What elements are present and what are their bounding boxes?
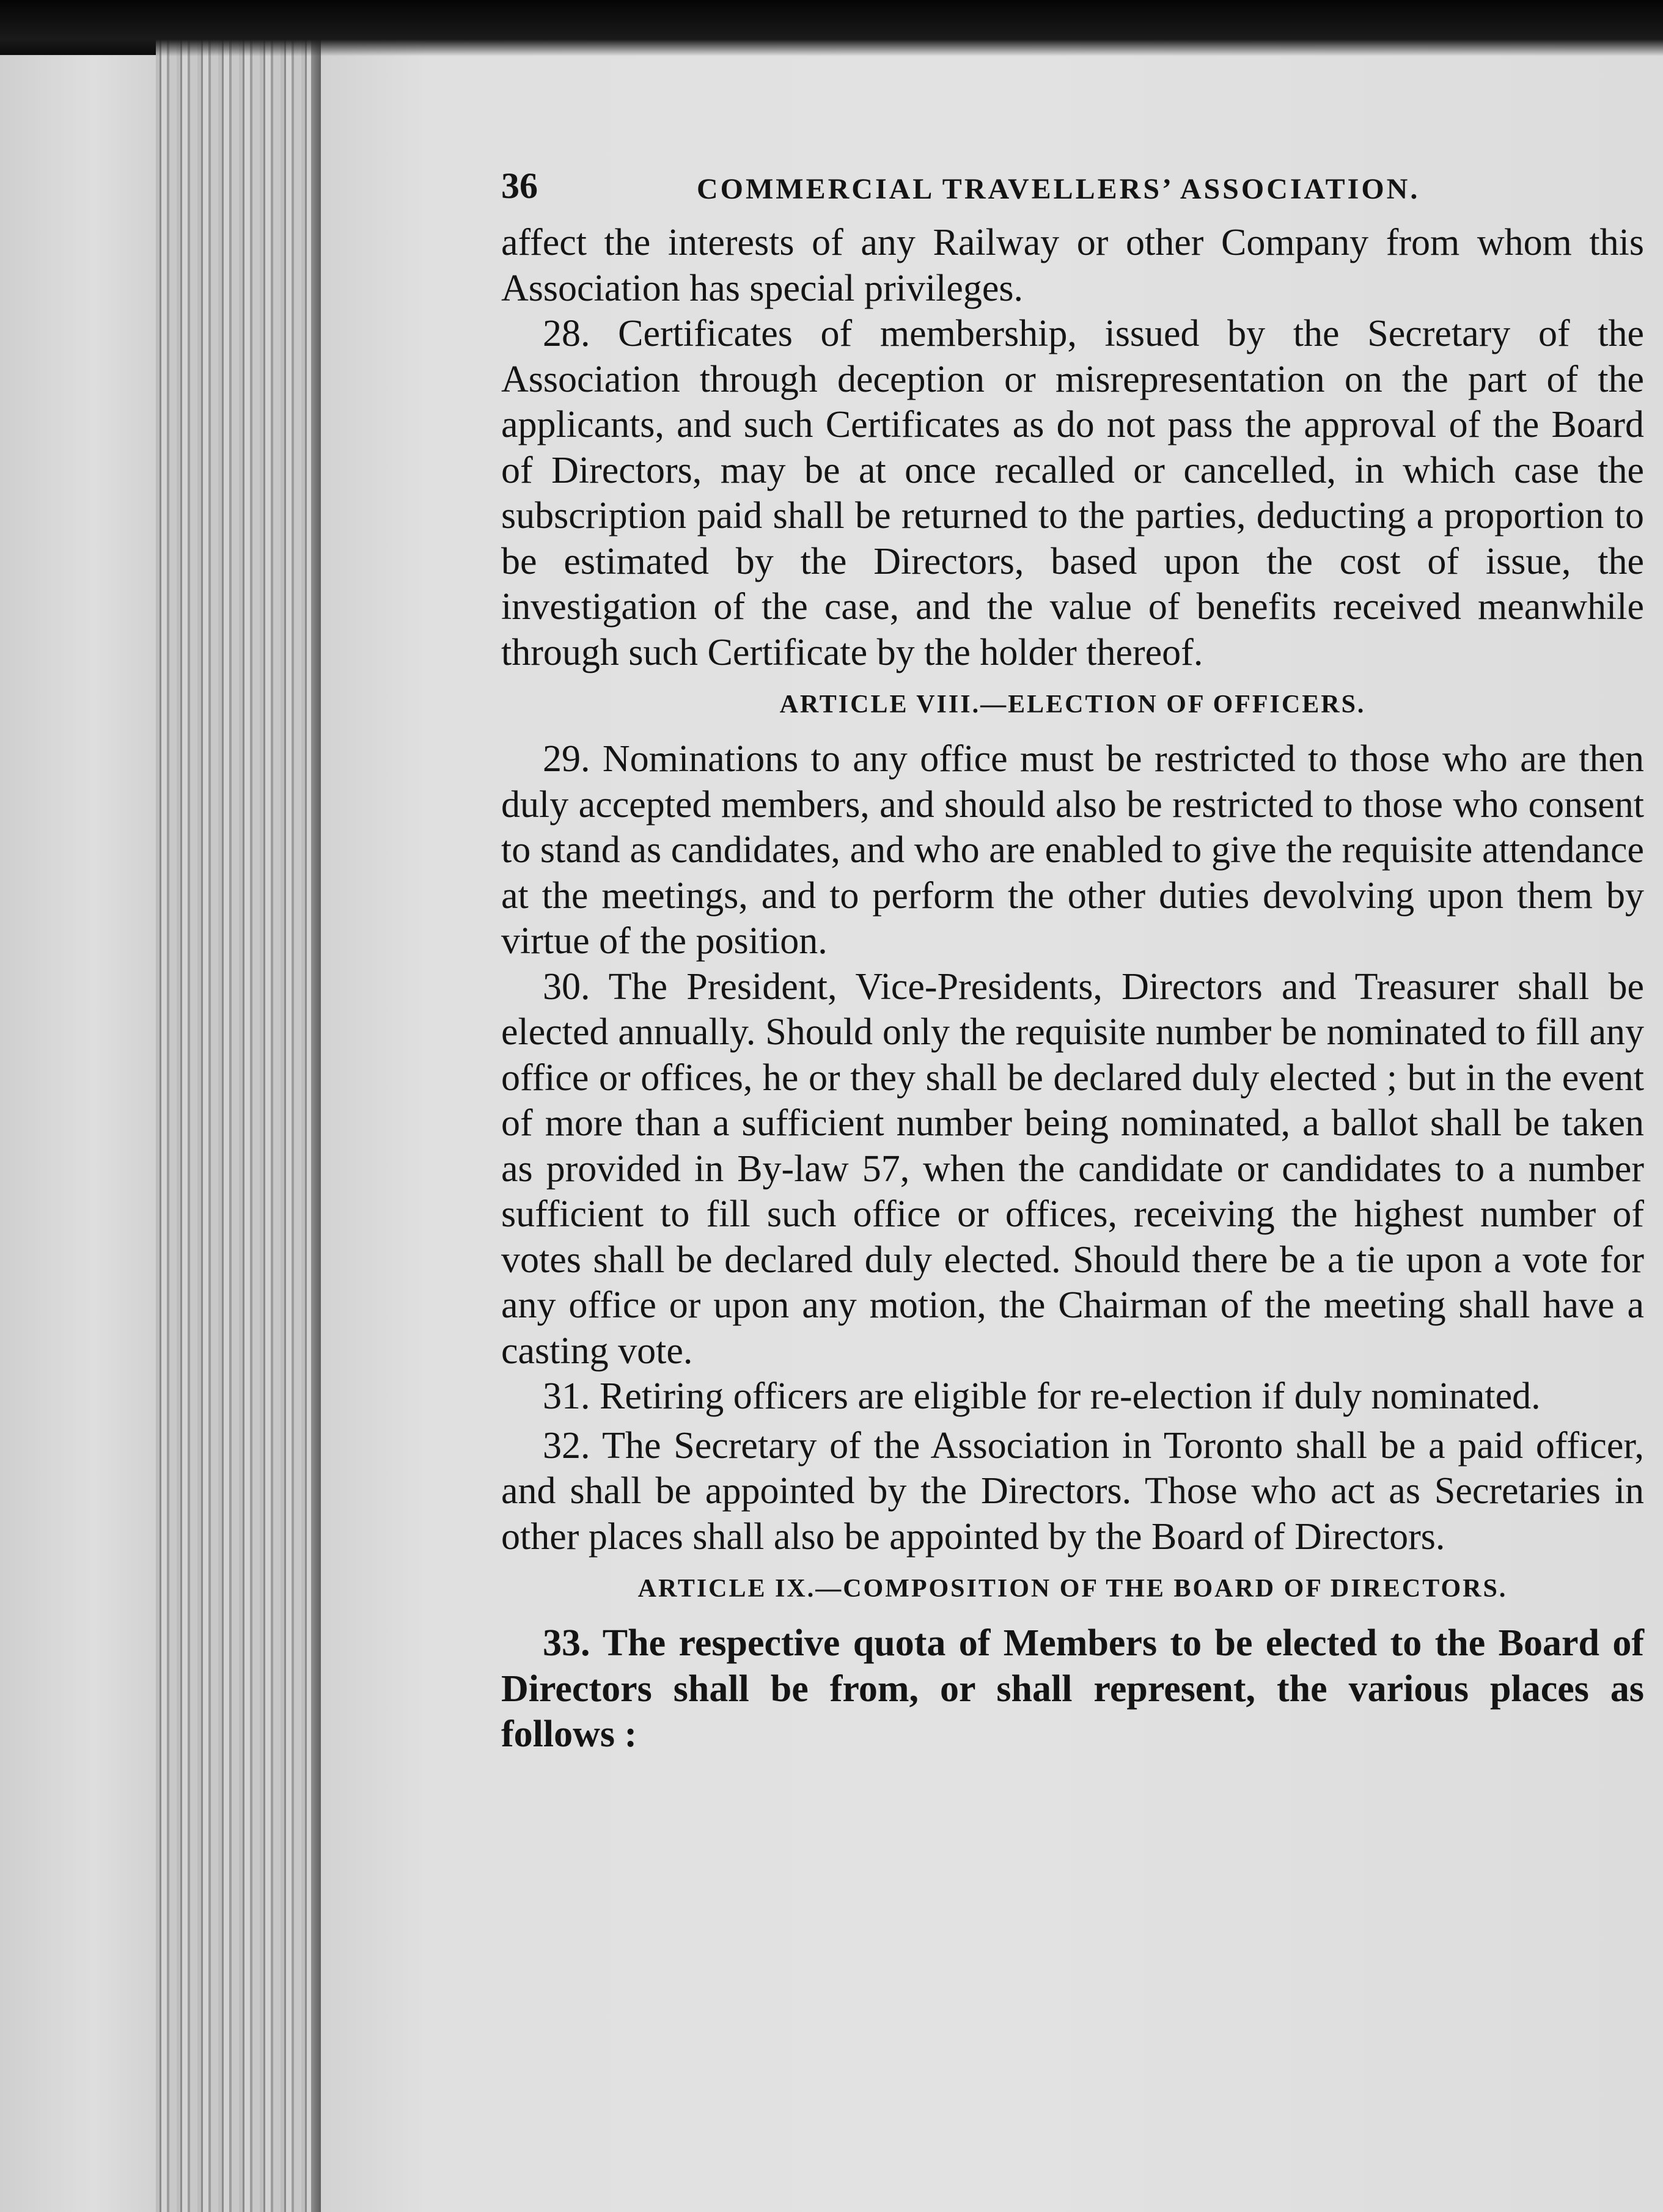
section-32: 32. The Secretary of the Association in Toronto shall be a paid officer, and shall be appointed by the Directors. Those who act as Secretaries in other places shall also be appointed by the Board of Directors. — [501, 1424, 1644, 1558]
book-page-edges — [156, 0, 321, 2212]
page-number: 36 — [501, 166, 538, 206]
running-head — [501, 165, 1644, 220]
section-30: 30. The President, Vice-Presidents, Directors and Treasurer shall be elected annually. Should only the requisite number be nominated to fill any office or offices, he or they shall be declared duly elected ; but in the event of more than a sufficient number being nominated, a ballot shall be taken as provided in By-law 57, when the candidate or candidates to a number sufficient to fill such office or offices, receiving the highest number of votes shall be declared duly elected. Should there be a tie upon a vote for any office or upon any motion, the Chairman of the meeting shall have a casting vote. — [501, 965, 1644, 1372]
section-31: 31. Retiring officers are eligible for re-election if duly nominated. — [543, 1375, 1541, 1417]
article-9-heading: ARTICLE IX.—COMPOSITION OF THE BOARD OF DIRECTORS. — [637, 1575, 1508, 1603]
scan-left-surface — [0, 55, 156, 2212]
continued-paragraph: affect the interests of any Railway or other Company from whom this Association has special privileges. — [501, 222, 1644, 309]
section-28: 28. Certificates of membership, issued by the Secretary of the Association through deception or misrepresentation on the part of the applicants, and such Certificates as do not pass the approval of the Board of Directors, may be at once recalled or cancelled, in which case the subscription paid shall be returned to the parties, deducting a proportion to be estimated by the Directors, based upon the cost of issue, the investigation of the case, and the value of benefits received meanwhile through such Certificate by the holder thereof. — [501, 313, 1644, 673]
page-text-block — [501, 165, 1644, 1757]
article-8-heading: ARTICLE VIII.—ELECTION OF OFFICERS. — [779, 690, 1366, 719]
section-33: 33. The respective quota of Members to be elected to the Board of Directors shall be from, or shall represent, the various places as follows : — [501, 1622, 1644, 1755]
section-29: 29. Nominations to any office must be restricted to those who are then duly accepted members, and should also be restricted to those who consent to stand as candidates, and who are enabled to give the requisite attendance at the meetings, and to perform the other duties devolving upon them by virtue of the position. — [501, 738, 1644, 962]
running-head-title: COMMERCIAL TRAVELLERS’ ASSOCIATION. — [697, 173, 1420, 205]
